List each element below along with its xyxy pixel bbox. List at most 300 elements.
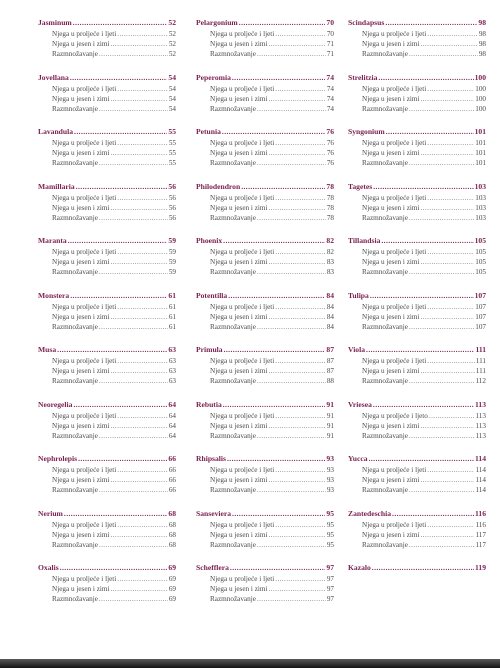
entry-subitem-label: Njega u proljeće i ljeti: [210, 193, 275, 202]
entry-title: [196, 72, 334, 84]
leader-dots: [409, 267, 474, 277]
leader-dots: [275, 356, 326, 366]
entry-subitem: [348, 257, 486, 267]
leader-dots: [117, 574, 168, 584]
page-number: 98: [478, 18, 486, 27]
entry-subitem-label: Njega u proljeće i ljeti: [210, 302, 275, 311]
entry-subitem-label: Razmnožavanje: [52, 50, 98, 58]
entry-subitem: [196, 39, 334, 49]
entry-title-label: Vriesea: [348, 399, 372, 409]
page-number: 95: [326, 540, 334, 549]
entry-subitem-label: Njega u proljeće i ljeti: [52, 248, 117, 256]
leader-dots: [99, 485, 168, 495]
entry-title: [196, 344, 334, 356]
entry-title-label: Scindapsus: [348, 18, 385, 27]
entry-title-label: Tillandsia: [348, 236, 381, 245]
leader-dots: [275, 29, 326, 39]
entry-subitem-label: Njega u proljeće i ljeti: [52, 193, 117, 202]
entry-subitem-label: Njega u jesen i zimi: [210, 203, 268, 212]
page-number: 103: [475, 193, 486, 202]
leader-dots: [257, 431, 326, 441]
entry-subitem-label: Njega u proljeće i ljeti: [362, 466, 427, 474]
page-number: 70: [326, 18, 334, 27]
leader-dots: [99, 540, 168, 550]
page-number: 63: [168, 367, 176, 375]
page-number: 64: [168, 399, 176, 409]
entry-subitem: [196, 94, 334, 104]
page-number: 98: [478, 50, 486, 58]
entry-subitem: [196, 104, 334, 114]
leader-dots: [372, 562, 474, 574]
page-number: 52: [168, 18, 176, 27]
leader-dots: [257, 158, 326, 168]
entry-title-label: Pelargonium: [196, 18, 238, 27]
leader-dots: [409, 376, 475, 386]
leader-dots: [392, 508, 474, 520]
page-number: 112: [475, 377, 486, 385]
entry-subitem-label: Razmnožavanje: [362, 159, 408, 167]
page-number: 54: [168, 94, 176, 103]
page-number: 100: [475, 84, 486, 93]
index-entry: [38, 235, 176, 290]
leader-dots: [268, 421, 325, 431]
page-number: 93: [326, 486, 334, 494]
page-number: 78: [326, 193, 334, 202]
page-number: 84: [326, 322, 334, 331]
entry-subitem-label: Njega u jesen i zimi: [52, 40, 110, 48]
page-number: 55: [168, 127, 176, 136]
entry-subitem-label: Razmnožavanje: [362, 50, 408, 58]
entry-subitem-label: Razmnožavanje: [362, 486, 408, 494]
leader-dots: [257, 267, 326, 277]
entry-title: [38, 399, 176, 411]
entry-title-label: Philodendron: [196, 181, 241, 191]
entry-title: [196, 17, 334, 29]
page-number: 64: [168, 421, 176, 430]
entry-subitem-label: Njega u jesen i zimi: [362, 40, 420, 48]
page-number: 71: [326, 50, 334, 58]
entry-subitem: [348, 247, 486, 257]
entry-subitem-label: Njega u proljeće i ljeti: [362, 248, 427, 256]
entry-title-label: Phoenix: [196, 236, 223, 245]
page-number: 113: [475, 399, 486, 409]
page-number: 91: [326, 431, 334, 440]
index-entry: [348, 290, 486, 345]
entry-subitem: [348, 411, 486, 421]
entry-title: [38, 290, 176, 302]
page-number: 69: [168, 585, 176, 593]
leader-dots: [370, 290, 474, 302]
leader-dots: [110, 94, 167, 104]
index-entry: [196, 453, 334, 508]
leader-dots: [99, 376, 168, 386]
entry-subitem-label: Njega u jesen i zimi: [210, 149, 268, 157]
leader-dots: [99, 49, 168, 59]
entry-subitem-label: Njega u jesen i zimi: [52, 203, 110, 212]
leader-dots: [70, 290, 167, 302]
entry-subitem: [38, 39, 176, 49]
entry-title: [38, 453, 176, 465]
index-entry: [38, 181, 176, 236]
page-number: 61: [168, 290, 176, 300]
page-number: 56: [168, 181, 176, 191]
entry-subitem-label: Razmnožavanje: [52, 540, 98, 549]
entry-subitem-label: Razmnožavanje: [362, 104, 408, 113]
page-number: 76: [326, 127, 334, 136]
leader-dots: [110, 475, 167, 485]
entry-subitem-label: Njega u jesen i zimi: [210, 258, 268, 266]
entry-title-label: Rhipsalis: [196, 454, 226, 463]
entry-subitem-label: Njega u proljeće i ljeti: [52, 411, 117, 420]
leader-dots: [117, 84, 168, 94]
entry-subitem: [38, 29, 176, 39]
index-entry: [348, 508, 486, 563]
leader-dots: [232, 508, 325, 520]
leader-dots: [223, 235, 325, 247]
page-number: 100: [474, 72, 486, 82]
entry-subitem: [348, 49, 486, 59]
entry-subitem: [196, 584, 334, 594]
leader-dots: [117, 356, 168, 366]
page-number: 91: [326, 421, 334, 430]
page-number: 68: [168, 530, 176, 539]
entry-title: [38, 235, 176, 247]
entry-subitem-label: Njega u proljeće i ljeti: [210, 30, 275, 38]
leader-dots: [268, 584, 325, 594]
leader-dots: [268, 257, 325, 267]
entry-subitem: [38, 213, 176, 223]
index-entry: [196, 181, 334, 236]
entry-title-label: Peperomia: [196, 72, 231, 82]
leader-dots: [110, 257, 167, 267]
leader-dots: [110, 366, 167, 376]
entry-title: [38, 344, 176, 356]
leader-dots: [409, 322, 474, 332]
entry-subitem-label: Njega u proljeće i ljeti: [52, 139, 117, 147]
entry-title-label: Monstera: [38, 290, 70, 300]
entry-title: [348, 72, 486, 84]
leader-dots: [257, 104, 326, 114]
leader-dots: [73, 17, 168, 29]
entry-title-label: Potentilla: [196, 290, 228, 300]
entry-title: [348, 17, 486, 29]
page-number: 107: [475, 312, 486, 321]
page-number: 78: [326, 203, 334, 212]
leader-dots: [117, 465, 168, 475]
leader-dots: [275, 465, 326, 475]
leader-dots: [223, 399, 326, 411]
entry-subitem: [348, 213, 486, 223]
page-number: 111: [475, 367, 486, 375]
page-number: 61: [168, 302, 176, 311]
leader-dots: [427, 465, 474, 475]
entry-title-label: Yucca: [348, 454, 368, 463]
index-entry: [196, 344, 334, 399]
entry-subitem-label: Razmnožavanje: [210, 431, 256, 440]
page-number: 66: [168, 476, 176, 484]
entry-title: [196, 399, 334, 411]
page-number: 78: [326, 181, 334, 191]
index-entry: [38, 508, 176, 563]
leader-dots: [239, 17, 326, 29]
page-number: 98: [478, 30, 486, 38]
entry-subitem: [196, 356, 334, 366]
entry-subitem-label: Njega u jesen i zimi: [362, 367, 420, 375]
page-number: 55: [168, 139, 176, 147]
page-number: 105: [475, 258, 486, 266]
entry-subitem: [196, 366, 334, 376]
entry-subitem: [38, 366, 176, 376]
entry-subitem-label: Njega u jesen i zimi: [362, 530, 420, 539]
leader-dots: [268, 475, 325, 485]
entry-subitem: [38, 530, 176, 540]
page-number: 76: [326, 139, 334, 147]
leader-dots: [427, 29, 478, 39]
entry-subitem-label: Njega u jesen i zimi: [362, 94, 420, 103]
entry-subitem-label: Njega u jesen i zimi: [52, 421, 110, 430]
leader-dots: [76, 181, 168, 193]
entry-subitem: [348, 465, 486, 475]
page-bottom-edge: [0, 659, 500, 668]
entry-subitem: [38, 138, 176, 148]
entry-title: [348, 453, 486, 465]
page-number: 114: [475, 476, 486, 484]
page-number: 103: [474, 181, 486, 191]
page-number: 97: [326, 575, 334, 583]
entry-subitem: [348, 312, 486, 322]
entry-subitem-label: Njega u jesen i zimi: [362, 149, 420, 157]
leader-dots: [232, 72, 326, 84]
leader-dots: [117, 411, 168, 421]
page-number: 66: [168, 466, 176, 474]
page-number: 91: [326, 399, 334, 409]
index-entry: [348, 453, 486, 508]
entry-title-label: Primula: [196, 345, 223, 354]
page-number: 59: [168, 236, 176, 245]
page-number: 61: [168, 312, 176, 321]
entry-subitem-label: Razmnožavanje: [362, 540, 408, 549]
entry-title: [196, 290, 334, 302]
entry-subitem-label: Njega u proljeće i ljeti: [210, 411, 275, 420]
index-entry: [348, 344, 486, 399]
entry-subitem-label: Njega u jesen i zimi: [210, 367, 268, 375]
entry-subitem: [196, 594, 334, 604]
leader-dots: [99, 431, 168, 441]
index-entry: [38, 126, 176, 181]
index-entry: [348, 235, 486, 290]
index-entry: [38, 72, 176, 127]
page-number: 114: [475, 454, 486, 463]
entry-title-label: Nerium: [38, 508, 63, 518]
leader-dots: [366, 344, 474, 356]
page-number: 63: [168, 345, 176, 354]
page-number: 56: [168, 203, 176, 212]
page-number: 59: [168, 258, 176, 266]
entry-title: [348, 126, 486, 138]
page-number: 107: [475, 322, 486, 331]
index-entry: [196, 290, 334, 345]
entry-subitem: [38, 540, 176, 550]
entry-subitem-label: Njega u jesen i zimi: [52, 530, 110, 539]
page-number: 101: [475, 159, 486, 167]
leader-dots: [385, 17, 477, 29]
entry-subitem-label: Njega u proljeće i ljeti: [362, 139, 427, 147]
leader-dots: [99, 213, 168, 223]
entry-title: [196, 453, 334, 465]
leader-dots: [268, 366, 325, 376]
page-number: 74: [326, 104, 334, 113]
leader-dots: [420, 94, 474, 104]
entry-subitem-label: Njega u proljeće i ljeti: [210, 520, 275, 529]
entry-title: [348, 181, 486, 193]
page-number: 97: [326, 563, 334, 572]
page-number: 87: [326, 345, 334, 354]
entry-subitem-label: Njega u jesen i zimi: [210, 476, 268, 484]
entry-subitem: [196, 267, 334, 277]
entry-subitem: [348, 39, 486, 49]
entry-subitem-label: Razmnožavanje: [210, 50, 256, 58]
entry-subitem-label: Razmnožavanje: [210, 159, 256, 167]
entry-subitem: [348, 29, 486, 39]
leader-dots: [268, 148, 325, 158]
page-number: 78: [326, 213, 334, 222]
entry-title-label: Lavandula: [38, 127, 74, 136]
entry-subitem: [348, 421, 486, 431]
index-entry: [38, 562, 176, 617]
leader-dots: [257, 376, 326, 386]
index-entry: [38, 344, 176, 399]
entry-title-label: Schefflera: [196, 563, 229, 572]
page-number: 84: [326, 290, 334, 300]
index-entry: [196, 562, 334, 617]
entry-title-label: Oxalis: [38, 563, 59, 572]
entry-subitem: [196, 213, 334, 223]
page-number: 103: [475, 203, 486, 212]
leader-dots: [381, 235, 473, 247]
leader-dots: [241, 181, 325, 193]
leader-dots: [275, 247, 326, 257]
leader-dots: [110, 421, 167, 431]
entry-subitem-label: Razmnožavanje: [52, 377, 98, 385]
page-number: 64: [168, 431, 176, 440]
entry-title-label: Tagetes: [348, 181, 373, 191]
page-number: 95: [326, 520, 334, 529]
entry-subitem: [196, 247, 334, 257]
page-number: 116: [475, 508, 486, 518]
entry-title-label: Petunia: [196, 127, 221, 136]
leader-dots: [228, 290, 325, 302]
entry-subitem: [196, 475, 334, 485]
entry-subitem: [196, 302, 334, 312]
entry-title-label: Jovellana: [38, 72, 69, 82]
entry-subitem: [348, 267, 486, 277]
entry-subitem: [196, 465, 334, 475]
leader-dots: [420, 148, 474, 158]
entry-subitem-label: Razmnožavanje: [362, 268, 408, 276]
leader-dots: [427, 138, 474, 148]
page-number: 83: [326, 268, 334, 276]
leader-dots: [268, 312, 325, 322]
entry-subitem-label: Razmnožavanje: [362, 431, 408, 440]
page-number: 56: [168, 213, 176, 222]
page-number: 101: [475, 149, 486, 157]
page-number: 82: [326, 236, 334, 245]
entry-subitem: [196, 49, 334, 59]
page-number: 69: [168, 575, 176, 583]
entry-subitem: [38, 411, 176, 421]
leader-dots: [420, 475, 474, 485]
leader-dots: [427, 193, 474, 203]
entry-subitem-label: Njega u jesen i zimi: [52, 585, 110, 593]
index-entry: [348, 562, 486, 617]
leader-dots: [275, 84, 326, 94]
page-number: 93: [326, 454, 334, 463]
entry-subitem: [348, 203, 486, 213]
page-number: 74: [326, 84, 334, 93]
entry-title: [348, 235, 486, 247]
index-entry: [348, 399, 486, 454]
entry-subitem: [38, 148, 176, 158]
leader-dots: [99, 322, 168, 332]
page-number: 116: [475, 520, 486, 529]
entry-subitem-label: Njega u jesen i zimi: [210, 530, 268, 539]
leader-dots: [57, 344, 167, 356]
page-number: 54: [168, 104, 176, 113]
entry-title-label: Musa: [38, 345, 57, 354]
entry-subitem-label: Njega u jesen i zimi: [362, 258, 420, 266]
entry-title-label: Nephrolepis: [38, 454, 78, 463]
index-entry: [196, 17, 334, 72]
entry-subitem-label: Njega u proljeće i ljeti: [210, 139, 275, 147]
leader-dots: [420, 257, 474, 267]
entry-subitem: [38, 322, 176, 332]
leader-dots: [257, 540, 326, 550]
leader-dots: [268, 530, 325, 540]
page-number: 111: [475, 345, 486, 354]
page-number: 63: [168, 377, 176, 385]
leader-dots: [275, 138, 326, 148]
entry-subitem-label: Njega u proljeće i ljeti: [52, 302, 117, 311]
leader-dots: [117, 29, 168, 39]
index-entry: [196, 399, 334, 454]
entry-title: [38, 562, 176, 574]
page-number: 111: [475, 357, 486, 365]
page-number: 97: [326, 585, 334, 593]
entry-subitem-label: Njega u jesen i zimi: [362, 203, 420, 212]
entry-subitem-label: Razmnožavanje: [210, 540, 256, 549]
entry-title: [196, 508, 334, 520]
entry-subitem-label: Njega u jesen i zimi: [210, 312, 268, 321]
page-number: 76: [326, 159, 334, 167]
leader-dots: [64, 508, 168, 520]
leader-dots: [409, 431, 475, 441]
leader-dots: [99, 158, 168, 168]
page-number: 87: [326, 367, 334, 375]
page-number: 71: [326, 40, 334, 48]
entry-subitem: [348, 148, 486, 158]
entry-subitem-label: Njega u proljeće i ljeti: [362, 30, 427, 38]
entry-title: [196, 126, 334, 138]
leader-dots: [378, 72, 473, 84]
index-entry: [38, 17, 176, 72]
page-number: 74: [326, 94, 334, 103]
entry-subitem-label: Razmnožavanje: [362, 322, 408, 331]
leader-dots: [420, 421, 474, 431]
leader-dots: [222, 126, 326, 138]
entry-subitem-label: Njega u jesen i zimi: [362, 421, 420, 430]
leader-dots: [117, 193, 168, 203]
entry-subitem: [38, 94, 176, 104]
